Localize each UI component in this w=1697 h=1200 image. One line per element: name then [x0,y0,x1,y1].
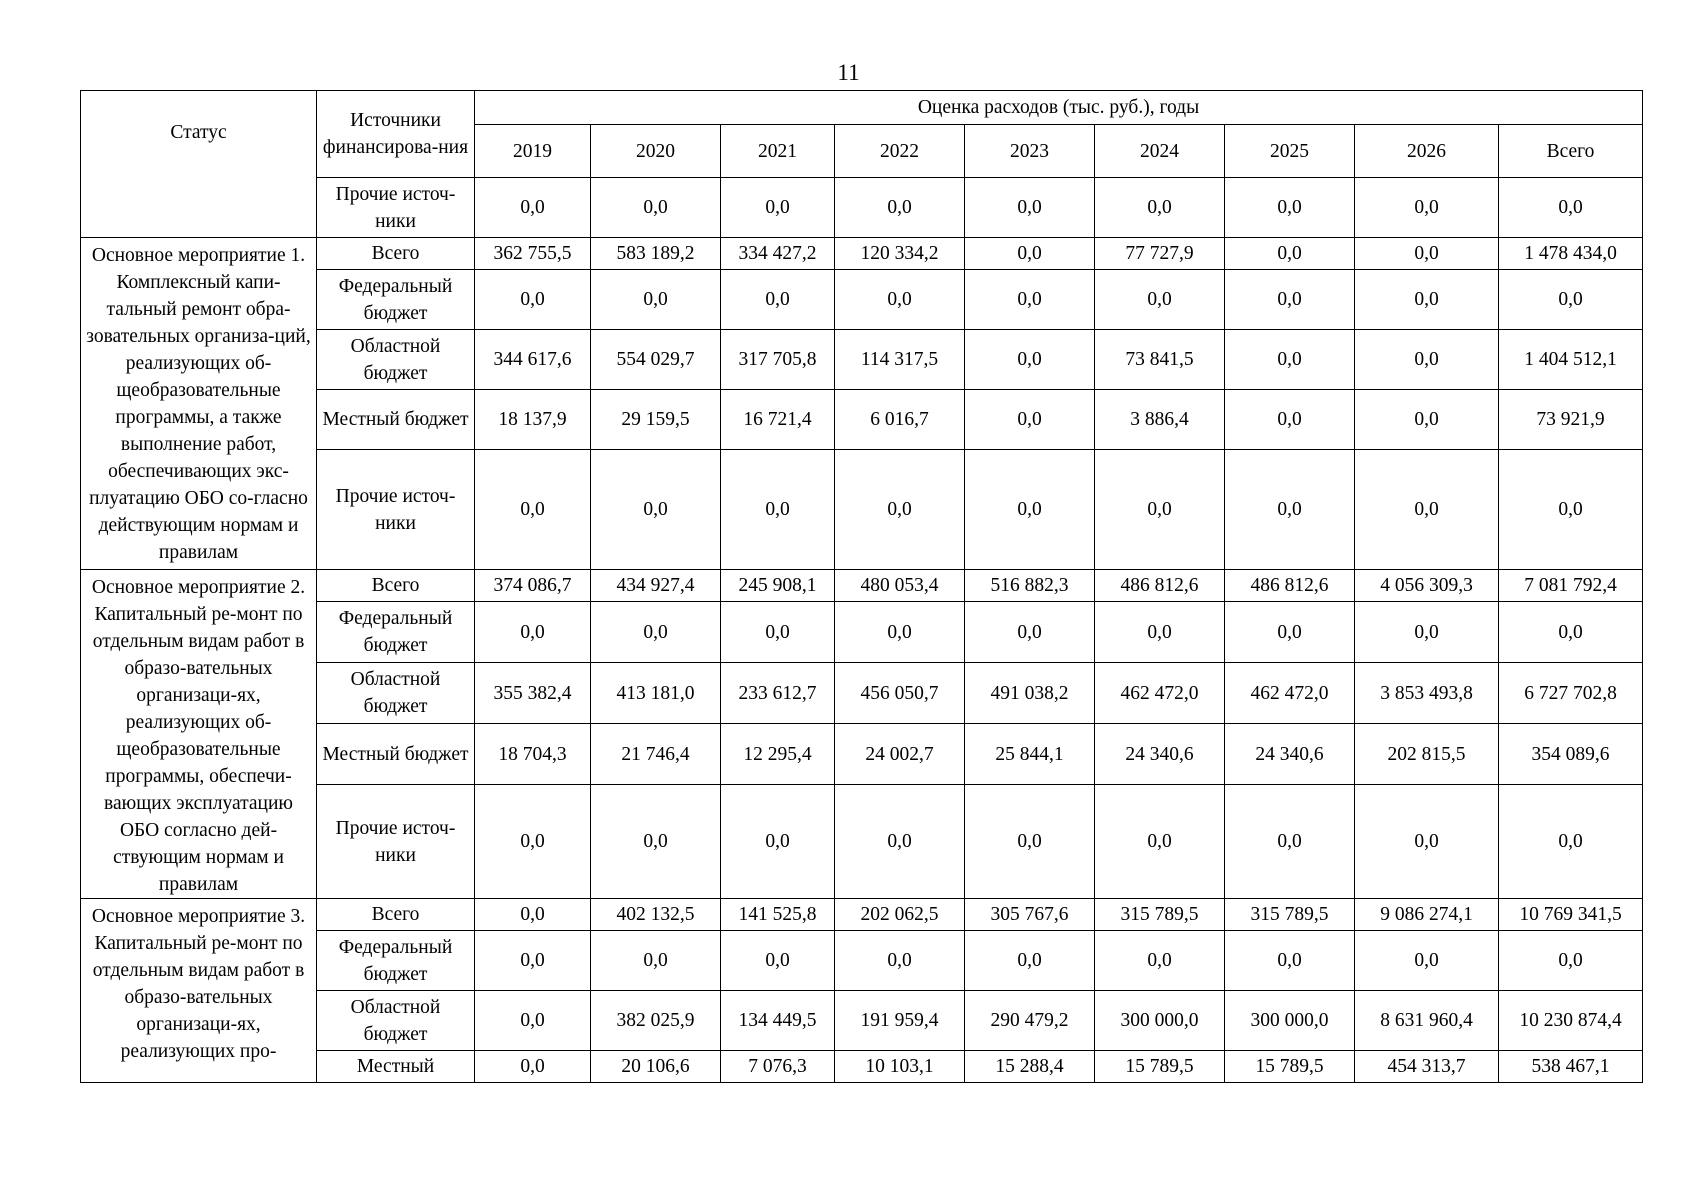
amount-cell: 0,0 [1499,602,1643,663]
activity-status-cell: Основное мероприятие 2. Капитальный ре-монт по отдельным видам работ в образо-вательных организаци-ях, реализующих об-щеобразовательные программы, обеспечи-вающих эксплуатацию ОБО согласно дей-ствующим нормам и правилам [81,570,317,899]
amount-cell: 114 317,5 [835,330,965,390]
amount-cell: 334 427,2 [721,238,835,270]
funding-source-cell: Всего [317,238,475,270]
amount-cell: 0,0 [721,785,835,899]
amount-cell: 6 727 702,8 [1499,663,1643,724]
amount-cell: 0,0 [475,899,591,931]
amount-cell: 0,0 [1499,785,1643,899]
amount-cell: 0,0 [1225,238,1355,270]
amount-cell: 374 086,7 [475,570,591,602]
activity-status-cell: Основное мероприятие 1. Комплексный капи-тальный ремонт обра-зовательных организа-ций, реализующих об-щеобразовательные программы, а также выполнение работ, обеспечивающих экс-плуатацию ОБО со-гласно действующим нормам и правилам [81,238,317,570]
amount-cell: 0,0 [965,270,1095,330]
amount-cell: 554 029,7 [591,330,721,390]
amount-cell: 77 727,9 [1095,238,1225,270]
amount-cell: 0,0 [835,270,965,330]
amount-cell: 0,0 [721,602,835,663]
amount-cell: 0,0 [965,238,1095,270]
funding-source-cell: Областной бюджет [317,663,475,724]
amount-cell: 0,0 [591,602,721,663]
header-sources: Источники финансирова-ния [317,91,475,178]
amount-cell: 0,0 [965,602,1095,663]
amount-cell: 0,0 [835,931,965,991]
amount-cell: 15 789,5 [1225,1051,1355,1083]
amount-cell: 0,0 [965,450,1095,570]
table-row [81,899,1643,931]
amount-cell: 0,0 [721,450,835,570]
amount-cell: 0,0 [1225,330,1355,390]
amount-cell: 0,0 [965,931,1095,991]
amount-cell: 202 815,5 [1355,724,1499,785]
amount-cell: 0,0 [1355,602,1499,663]
funding-source-cell: Федеральный бюджет [317,602,475,663]
amount-cell: 344 617,6 [475,330,591,390]
amount-cell: 0,0 [1355,330,1499,390]
amount-cell: 4 056 309,3 [1355,570,1499,602]
amount-cell: 73 841,5 [1095,330,1225,390]
amount-cell: 29 159,5 [591,390,721,450]
header-year: 2021 [721,125,835,178]
amount-cell: 0,0 [1355,931,1499,991]
amount-cell: 300 000,0 [1225,991,1355,1051]
amount-cell: 202 062,5 [835,899,965,931]
amount-cell: 15 789,5 [1095,1051,1225,1083]
funding-source-cell: Всего [317,899,475,931]
amount-cell: 134 449,5 [721,991,835,1051]
amount-cell: 0,0 [1499,450,1643,570]
funding-source-cell: Прочие источ-ники [317,178,475,238]
header-year: 2024 [1095,125,1225,178]
amount-cell: 0,0 [835,785,965,899]
amount-cell: 0,0 [1225,270,1355,330]
funding-source-cell: Прочие источ-ники [317,450,475,570]
amount-cell: 486 812,6 [1225,570,1355,602]
amount-cell: 245 908,1 [721,570,835,602]
amount-cell: 462 472,0 [1095,663,1225,724]
amount-cell: 10 103,1 [835,1051,965,1083]
amount-cell: 10 769 341,5 [1499,899,1643,931]
funding-source-cell: Прочие источ-ники [317,785,475,899]
amount-cell: 0,0 [475,602,591,663]
amount-cell: 120 334,2 [835,238,965,270]
amount-cell: 0,0 [1355,270,1499,330]
header-year: 2023 [965,125,1095,178]
amount-cell: 1 478 434,0 [1499,238,1643,270]
amount-cell: 538 467,1 [1499,1051,1643,1083]
amount-cell: 0,0 [1095,270,1225,330]
amount-cell: 583 189,2 [591,238,721,270]
amount-cell: 0,0 [1355,238,1499,270]
amount-cell: 0,0 [591,785,721,899]
amount-cell: 0,0 [965,785,1095,899]
amount-cell: 3 886,4 [1095,390,1225,450]
amount-cell: 0,0 [721,931,835,991]
amount-cell: 16 721,4 [721,390,835,450]
amount-cell: 0,0 [965,330,1095,390]
amount-cell: 516 882,3 [965,570,1095,602]
funding-source-cell: Местный бюджет [317,724,475,785]
amount-cell: 0,0 [965,390,1095,450]
amount-cell: 382 025,9 [591,991,721,1051]
amount-cell: 21 746,4 [591,724,721,785]
table-row [81,238,1643,270]
amount-cell: 191 959,4 [835,991,965,1051]
header-year: 2020 [591,125,721,178]
amount-cell: 15 288,4 [965,1051,1095,1083]
activity-status-cell: Основное мероприятие 3. Капитальный ре-монт по отдельным видам работ в образо-вательных организаци-ях, реализующих про- [81,899,317,1083]
amount-cell: 25 844,1 [965,724,1095,785]
amount-cell: 24 002,7 [835,724,965,785]
funding-source-cell: Местный бюджет [317,390,475,450]
budget-table [80,90,1643,1083]
amount-cell: 0,0 [835,450,965,570]
amount-cell: 315 789,5 [1095,899,1225,931]
funding-source-cell: Федеральный бюджет [317,931,475,991]
amount-cell: 486 812,6 [1095,570,1225,602]
amount-cell: 24 340,6 [1095,724,1225,785]
amount-cell: 12 295,4 [721,724,835,785]
amount-cell: 0,0 [475,270,591,330]
amount-cell: 0,0 [1095,602,1225,663]
amount-cell: 18 137,9 [475,390,591,450]
amount-cell: 0,0 [1095,450,1225,570]
funding-source-cell: Областной бюджет [317,991,475,1051]
header-year: 2025 [1225,125,1355,178]
amount-cell: 0,0 [1095,178,1225,238]
amount-cell: 24 340,6 [1225,724,1355,785]
amount-cell: 1 404 512,1 [1499,330,1643,390]
amount-cell: 0,0 [591,450,721,570]
amount-cell: 462 472,0 [1225,663,1355,724]
funding-source-cell: Областной бюджет [317,330,475,390]
header-year: Всего [1499,125,1643,178]
amount-cell: 3 853 493,8 [1355,663,1499,724]
amount-cell: 0,0 [1355,178,1499,238]
amount-cell: 413 181,0 [591,663,721,724]
header-status: Статус [81,91,317,238]
amount-cell: 480 053,4 [835,570,965,602]
amount-cell: 300 000,0 [1095,991,1225,1051]
amount-cell: 0,0 [591,178,721,238]
header-year: 2019 [475,125,591,178]
amount-cell: 7 081 792,4 [1499,570,1643,602]
amount-cell: 0,0 [475,178,591,238]
amount-cell: 0,0 [475,785,591,899]
amount-cell: 0,0 [1499,270,1643,330]
amount-cell: 491 038,2 [965,663,1095,724]
amount-cell: 0,0 [475,931,591,991]
amount-cell: 0,0 [1225,785,1355,899]
amount-cell: 0,0 [591,270,721,330]
amount-cell: 0,0 [591,931,721,991]
amount-cell: 362 755,5 [475,238,591,270]
amount-cell: 454 313,7 [1355,1051,1499,1083]
amount-cell: 8 631 960,4 [1355,991,1499,1051]
amount-cell: 0,0 [1499,931,1643,991]
amount-cell: 0,0 [475,450,591,570]
amount-cell: 305 767,6 [965,899,1095,931]
table-row [81,570,1643,602]
amount-cell: 317 705,8 [721,330,835,390]
amount-cell: 20 106,6 [591,1051,721,1083]
amount-cell: 0,0 [721,178,835,238]
amount-cell: 355 382,4 [475,663,591,724]
amount-cell: 456 050,7 [835,663,965,724]
amount-cell: 0,0 [965,178,1095,238]
amount-cell: 0,0 [835,602,965,663]
header-estimate: Оценка расходов (тыс. руб.), годы [475,91,1643,125]
amount-cell: 290 479,2 [965,991,1095,1051]
amount-cell: 0,0 [475,1051,591,1083]
amount-cell: 0,0 [1225,390,1355,450]
header-year: 2022 [835,125,965,178]
amount-cell: 73 921,9 [1499,390,1643,450]
amount-cell: 0,0 [1095,785,1225,899]
amount-cell: 402 132,5 [591,899,721,931]
amount-cell: 0,0 [1225,450,1355,570]
amount-cell: 0,0 [475,991,591,1051]
amount-cell: 354 089,6 [1499,724,1643,785]
amount-cell: 0,0 [1355,390,1499,450]
amount-cell: 233 612,7 [721,663,835,724]
amount-cell: 0,0 [1225,602,1355,663]
amount-cell: 6 016,7 [835,390,965,450]
amount-cell: 0,0 [1499,178,1643,238]
amount-cell: 9 086 274,1 [1355,899,1499,931]
amount-cell: 7 076,3 [721,1051,835,1083]
amount-cell: 0,0 [1355,785,1499,899]
amount-cell: 0,0 [1355,450,1499,570]
funding-source-cell: Федеральный бюджет [317,270,475,330]
amount-cell: 18 704,3 [475,724,591,785]
amount-cell: 141 525,8 [721,899,835,931]
amount-cell: 10 230 874,4 [1499,991,1643,1051]
funding-source-cell: Местный [317,1051,475,1083]
page-number: 11 [837,60,860,85]
amount-cell: 0,0 [721,270,835,330]
funding-source-cell: Всего [317,570,475,602]
amount-cell: 0,0 [835,178,965,238]
amount-cell: 434 927,4 [591,570,721,602]
amount-cell: 0,0 [1225,178,1355,238]
amount-cell: 0,0 [1225,931,1355,991]
amount-cell: 315 789,5 [1225,899,1355,931]
amount-cell: 0,0 [1095,931,1225,991]
header-year: 2026 [1355,125,1499,178]
